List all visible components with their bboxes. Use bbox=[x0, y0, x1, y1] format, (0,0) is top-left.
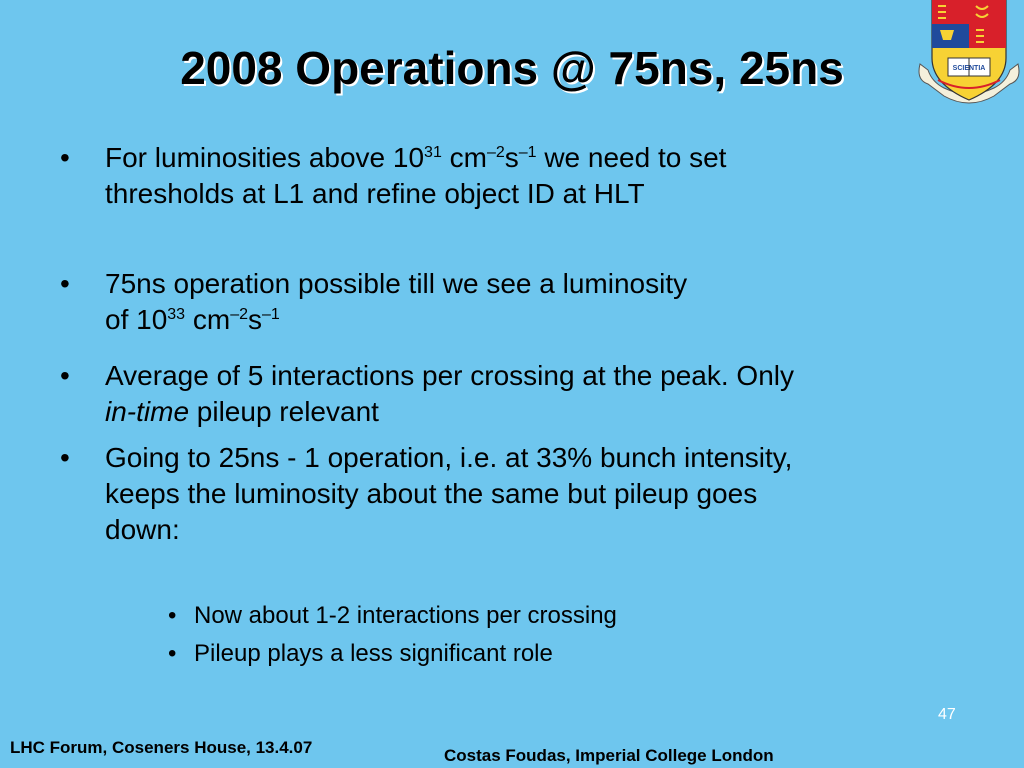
bullet-text: For luminosities above 10 bbox=[105, 142, 425, 173]
sub-bullet-text: Now about 1-2 interactions per crossing bbox=[194, 602, 617, 629]
bullet-marker: • bbox=[60, 142, 70, 173]
exponent: 33 bbox=[167, 306, 186, 323]
exponent: –1 bbox=[261, 306, 280, 323]
unit-text: cm bbox=[441, 142, 487, 173]
exponent: –1 bbox=[518, 144, 537, 161]
bullet-text: thresholds at L1 and refine object ID at HLT bbox=[105, 178, 645, 209]
footer-author: Costas Foudas, Imperial College London bbox=[444, 746, 774, 765]
bullet-marker: • bbox=[60, 360, 70, 391]
unit-text: s bbox=[504, 142, 519, 173]
bullet-text: of 10 bbox=[105, 304, 168, 335]
exponent: 31 bbox=[424, 144, 442, 161]
footer-event: LHC Forum, Coseners House, 13.4.07 bbox=[10, 738, 313, 757]
bullet-italic-text: in-time bbox=[105, 396, 190, 427]
bullet-text: Going to 25ns - 1 operation, i.e. at 33% bunch intensity, bbox=[105, 442, 793, 473]
imperial-college-crest-logo bbox=[914, 0, 1024, 112]
bullet-text: down: bbox=[105, 514, 180, 545]
sub-bullet-text: Pileup plays a less significant role bbox=[194, 640, 553, 667]
bullet-marker: • bbox=[60, 442, 70, 473]
slide-title: 2008 Operations @ 75ns, 25ns bbox=[180, 42, 844, 94]
exponent: –2 bbox=[230, 306, 248, 323]
sub-bullet-marker: • bbox=[168, 640, 177, 667]
sub-bullet-marker: • bbox=[168, 602, 177, 629]
bullet-text: keeps the luminosity about the same but pileup goes bbox=[105, 478, 758, 509]
bullet-text: pileup relevant bbox=[189, 396, 379, 427]
exponent: –2 bbox=[486, 144, 505, 161]
unit-text: s bbox=[247, 304, 262, 335]
crest-scroll-text: SCIENTIA bbox=[952, 65, 986, 72]
page-number: 47 bbox=[938, 706, 956, 723]
bullet-text: 75ns operation possible till we see a luminosity bbox=[105, 268, 688, 299]
bullet-text: Average of 5 interactions per crossing at the peak. Only bbox=[105, 360, 794, 391]
bullet-text: we need to set bbox=[536, 142, 727, 173]
bullet-marker: • bbox=[60, 268, 70, 299]
unit-text: cm bbox=[185, 304, 231, 335]
